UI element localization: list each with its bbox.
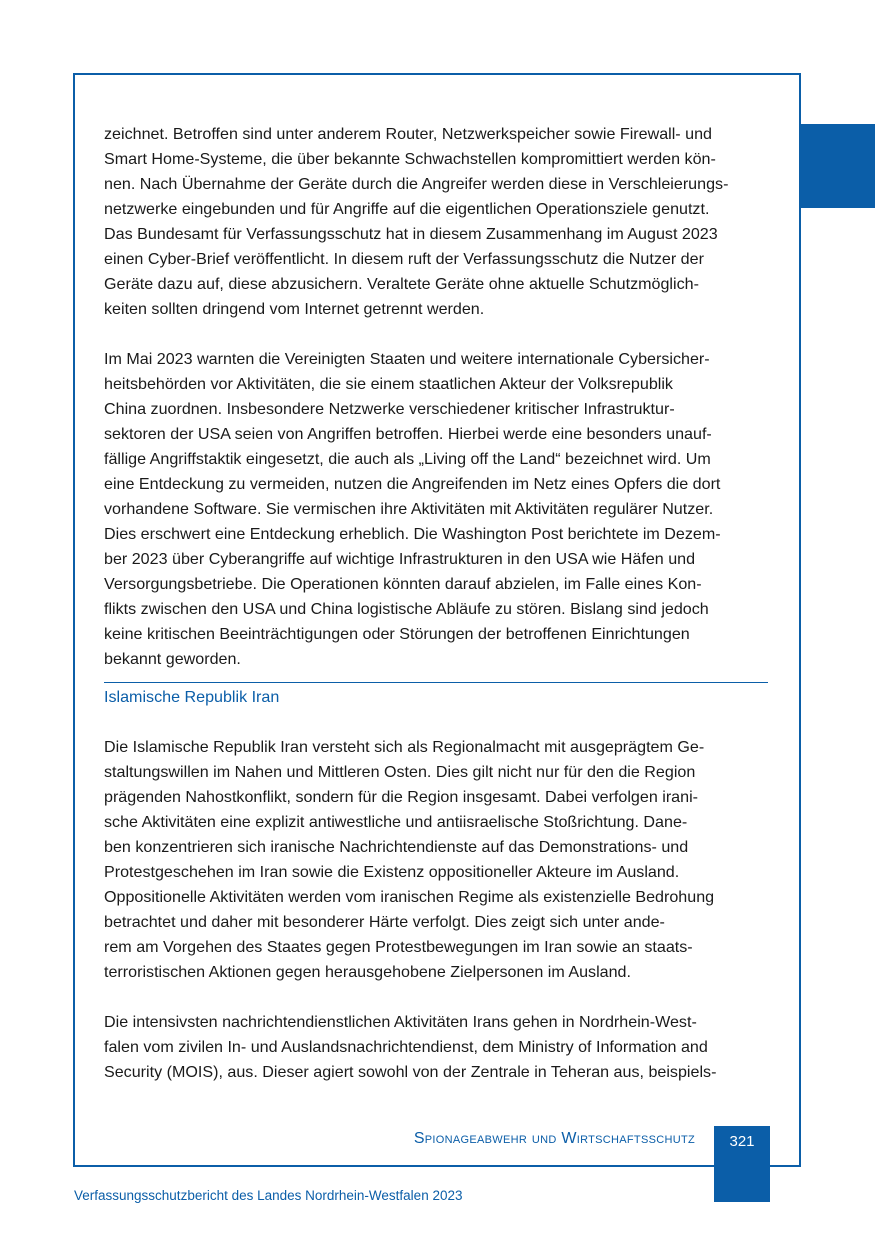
text-line: keiten sollten dringend vom Internet getrennt werden. [104, 300, 485, 318]
text-line: eine Entdeckung zu vermeiden, nutzen die Angreifenden im Netz eines Opfers die dort [104, 475, 721, 493]
text-line: Im Mai 2023 warnten die Vereinigten Staaten und weitere internationale Cybersicher- [104, 350, 710, 368]
running-title: Spionageabwehr und Wirtschaftsschutz [413, 1130, 695, 1147]
paragraph-1 [104, 122, 768, 322]
text-line: flikts zwischen den USA und China logistische Abläufe zu stören. Bislang sind jedoch [104, 600, 709, 618]
text-line: sektoren der USA seien von Angriffen betroffen. Hierbei werde eine besonders unauf- [104, 425, 712, 443]
text-line: staltungswillen im Nahen und Mittleren Osten. Dies gilt nicht nur für den die Region [104, 763, 696, 781]
paragraph-4 [104, 1010, 768, 1085]
text-line: Geräte dazu auf, diese abzusichern. Veraltete Geräte ohne aktuelle Schutzmöglich- [104, 275, 699, 293]
text-line: netzwerke eingebunden und für Angriffe auf die eigentlichen Operationsziele genutzt. [104, 200, 710, 218]
text-line: heitsbehörden vor Aktivitäten, die sie einem staatlichen Akteur der Volksrepublik [104, 375, 673, 393]
section-heading: Islamische Republik Iran [104, 688, 280, 706]
text-line: China zuordnen. Insbesondere Netzwerke verschiedener kritischer Infrastruktur- [104, 400, 675, 418]
text-line: terroristischen Aktionen gegen herausgehobene Zielpersonen im Ausland. [104, 963, 631, 981]
text-line: sche Aktivitäten eine explizit antiwestliche und antiisraelische Stoßrichtung. Dane- [104, 813, 688, 831]
main-content [104, 122, 768, 1085]
text-line: rem am Vorgehen des Staates gegen Protestbewegungen im Iran sowie an staats- [104, 938, 693, 956]
text-line: betrachtet und daher mit besonderer Härte verfolgt. Dies zeigt sich unter ande- [104, 913, 665, 931]
text-line: nen. Nach Übernahme der Geräte durch die Angreifer werden diese in Verschleierungs- [104, 175, 729, 193]
text-line: keine kritischen Beeinträchtigungen oder Störungen der betroffenen Einrichtungen [104, 625, 690, 643]
text-line: einen Cyber-Brief veröffentlicht. In diesem ruft der Verfassungsschutz die Nutzer der [104, 250, 704, 268]
text-line: Die intensivsten nachrichtendienstlichen Aktivitäten Irans gehen in Nordrhein-West- [104, 1013, 697, 1031]
text-line: ber 2023 über Cyberangriffe auf wichtige Infrastrukturen in den USA wie Häfen und [104, 550, 696, 568]
footer: Verfassungsschutzbericht des Landes Nordrhein-Westfalen 2023 [74, 1188, 463, 1203]
page-number: 321 [729, 1133, 755, 1150]
text-line: ben konzentrieren sich iranische Nachrichtendienste auf das Demonstrations- und [104, 838, 689, 856]
text-line: fällige Angriffstaktik eingesetzt, die auch als „Living off the Land“ bezeichnet wird. Um [104, 450, 711, 468]
page-number-box [714, 1126, 770, 1202]
text-line: Versorgungsbetriebe. Die Operationen könnten darauf abzielen, im Falle eines Kon- [104, 575, 702, 593]
paragraph-3 [104, 735, 768, 985]
text-line: bekannt geworden. [104, 650, 241, 668]
text-line: Die Islamische Republik Iran versteht sich als Regionalmacht mit ausgeprägtem Ge- [104, 738, 705, 756]
section-divider [104, 682, 768, 683]
text-line: Protestgeschehen im Iran sowie die Existenz oppositioneller Akteure im Ausland. [104, 863, 680, 881]
text-line: Security (MOIS), aus. Dieser agiert sowohl von der Zentrale in Teheran aus, beispiels- [104, 1063, 717, 1081]
text-line: zeichnet. Betroffen sind unter anderem Router, Netzwerkspeicher sowie Firewall- und [104, 125, 712, 143]
text-line: Oppositionelle Aktivitäten werden vom iranischen Regime als existenzielle Bedrohung [104, 888, 715, 906]
chapter-side-tab [799, 124, 875, 208]
text-line: Das Bundesamt für Verfassungsschutz hat in diesem Zusammenhang im August 2023 [104, 225, 718, 243]
text-line: prägenden Nahostkonflikt, sondern für die Region insgesamt. Dabei verfolgen irani- [104, 788, 699, 806]
text-line: falen vom zivilen In- und Auslandsnachrichtendienst, dem Ministry of Information and [104, 1038, 708, 1056]
text-line: vorhandene Software. Sie vermischen ihre Aktivitäten mit Aktivitäten regulärer Nutzer. [104, 500, 714, 518]
text-line: Smart Home-Systeme, die über bekannte Schwachstellen kompromittiert werden kön- [104, 150, 716, 168]
text-line: Dies erschwert eine Entdeckung erheblich. Die Washington Post berichtete im Dezem- [104, 525, 721, 543]
paragraph-2 [104, 347, 768, 672]
